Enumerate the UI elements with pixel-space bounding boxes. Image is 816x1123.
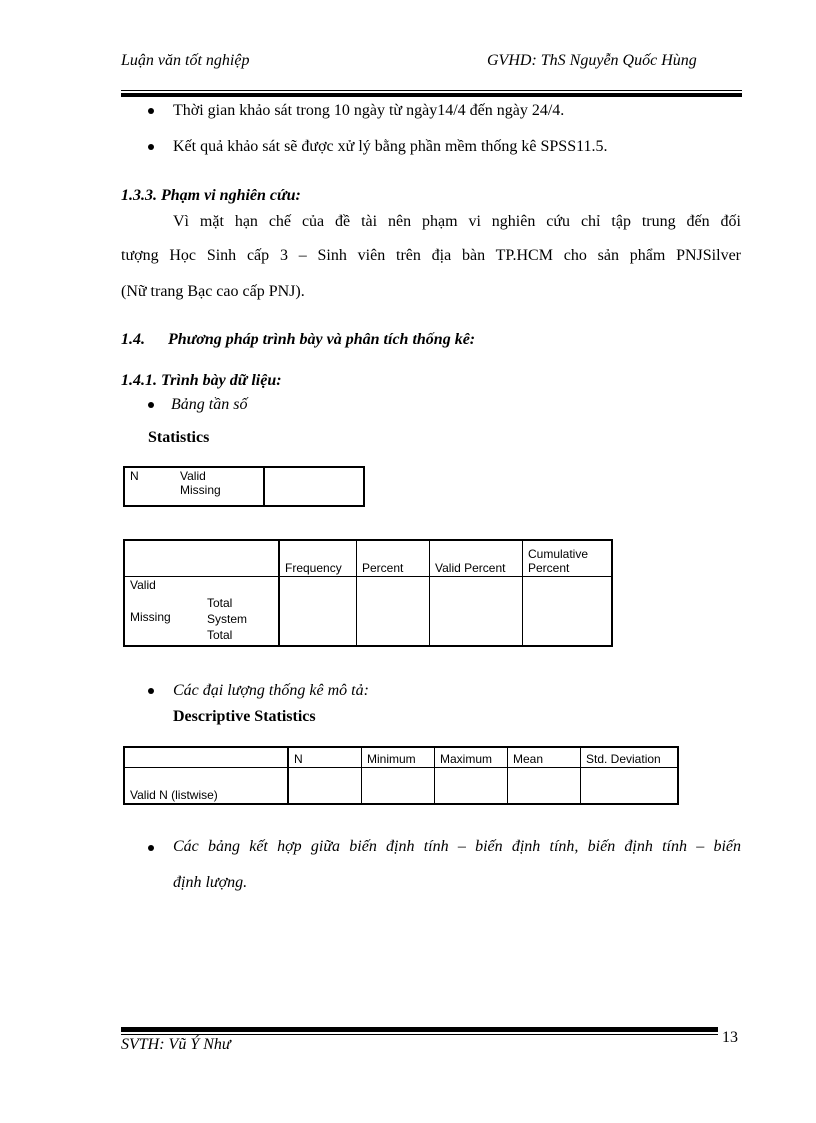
heading-1-4-number: 1.4. — [121, 331, 145, 348]
freq-header-cumulative-percent — [523, 540, 613, 576]
scope-line-2: tượng Học Sinh cấp 3 – Sinh viên trên địa bàn TP.HCM cho sản phẩm PNJSilver — [121, 247, 741, 264]
desc-cell — [581, 767, 679, 804]
bullet-icon — [148, 845, 154, 851]
bullet-icon — [148, 144, 154, 150]
bullet-survey-time: Thời gian khảo sát trong 10 ngày từ ngày14/4 đến ngày 24/4. — [173, 102, 565, 119]
desc-cell — [288, 767, 362, 804]
bullet-descriptive: Các đại lượng thống kê mô tả: — [173, 682, 369, 699]
header-rule-thin — [121, 90, 742, 91]
header-right: GVHD: ThS Nguyễn Quốc Hùng — [487, 52, 697, 69]
desc-cell — [362, 767, 435, 804]
statistics-title: Statistics — [148, 429, 210, 446]
scope-line-3: (Nữ trang Bạc cao cấp PNJ). — [121, 283, 305, 300]
freq-header-percent: Percent — [357, 540, 430, 576]
heading-1-4: Phương pháp trình bày và phân tích thống kê: — [168, 331, 476, 348]
header-left: Luận văn tốt nghiệp — [121, 52, 250, 69]
page-number: 13 — [722, 1029, 738, 1046]
freq-header-valid-percent: Valid Percent — [430, 540, 523, 576]
freq-system-label: System — [207, 611, 248, 626]
desc-header-n: N — [288, 747, 362, 767]
freq-row-labels — [124, 576, 279, 646]
desc-header-std-deviation: Std. Deviation — [581, 747, 679, 767]
bullet-icon — [148, 402, 154, 408]
freq-header-cumulative: Cumulative — [528, 546, 589, 561]
crosstab-line-1: Các bảng kết hợp giữa biến định tính – biến định tính, biến định tính – biến — [173, 838, 741, 855]
descriptive-statistics-title: Descriptive Statistics — [173, 708, 316, 725]
frequency-table — [123, 539, 613, 647]
footer-author: SVTH: Vũ Ý Như — [121, 1036, 231, 1053]
freq-total-label: Total — [207, 595, 233, 610]
freq-cell — [279, 576, 357, 646]
stats-n-label: N — [130, 469, 139, 483]
footer-rule-thick — [121, 1027, 718, 1032]
descriptive-table — [123, 746, 679, 805]
freq-cell — [357, 576, 430, 646]
bullet-frequency-table: Bảng tần số — [171, 396, 248, 413]
heading-1-3-3: 1.3.3. Phạm vi nghiên cứu: — [121, 187, 301, 204]
bullet-survey-software: Kết quả khảo sát sẽ được xử lý bằng phần mềm thống kê SPSS11.5. — [173, 138, 608, 155]
bullet-icon — [148, 108, 154, 114]
desc-row-label: Valid N (listwise) — [130, 788, 218, 802]
scope-line-1: Vì mặt hạn chế của đề tài nên phạm vi nghiên cứu chỉ tập trung đến đối — [173, 213, 741, 230]
desc-cell — [508, 767, 581, 804]
freq-valid-label: Valid — [130, 577, 156, 592]
stats-missing-label: Missing — [180, 483, 221, 497]
desc-header-maximum: Maximum — [435, 747, 508, 767]
bullet-icon — [148, 688, 154, 694]
freq-cell — [430, 576, 523, 646]
desc-cell — [435, 767, 508, 804]
desc-header-mean: Mean — [508, 747, 581, 767]
desc-header-minimum: Minimum — [362, 747, 435, 767]
freq-header-frequency: Frequency — [279, 540, 357, 576]
stats-valid-label: Valid — [180, 469, 206, 483]
footer-rule-thin — [121, 1034, 718, 1035]
stats-value-cell — [264, 467, 364, 506]
header-rule-thick — [121, 93, 742, 97]
freq-header-cumulative-percent-word: Percent — [528, 560, 570, 575]
statistics-table — [123, 466, 365, 507]
freq-total-missing-label: Total — [207, 627, 233, 642]
heading-1-4-1: 1.4.1. Trình bày dữ liệu: — [121, 372, 282, 389]
crosstab-line-2: định lượng. — [173, 874, 248, 891]
freq-cell — [523, 576, 613, 646]
freq-missing-label: Missing — [130, 609, 171, 624]
